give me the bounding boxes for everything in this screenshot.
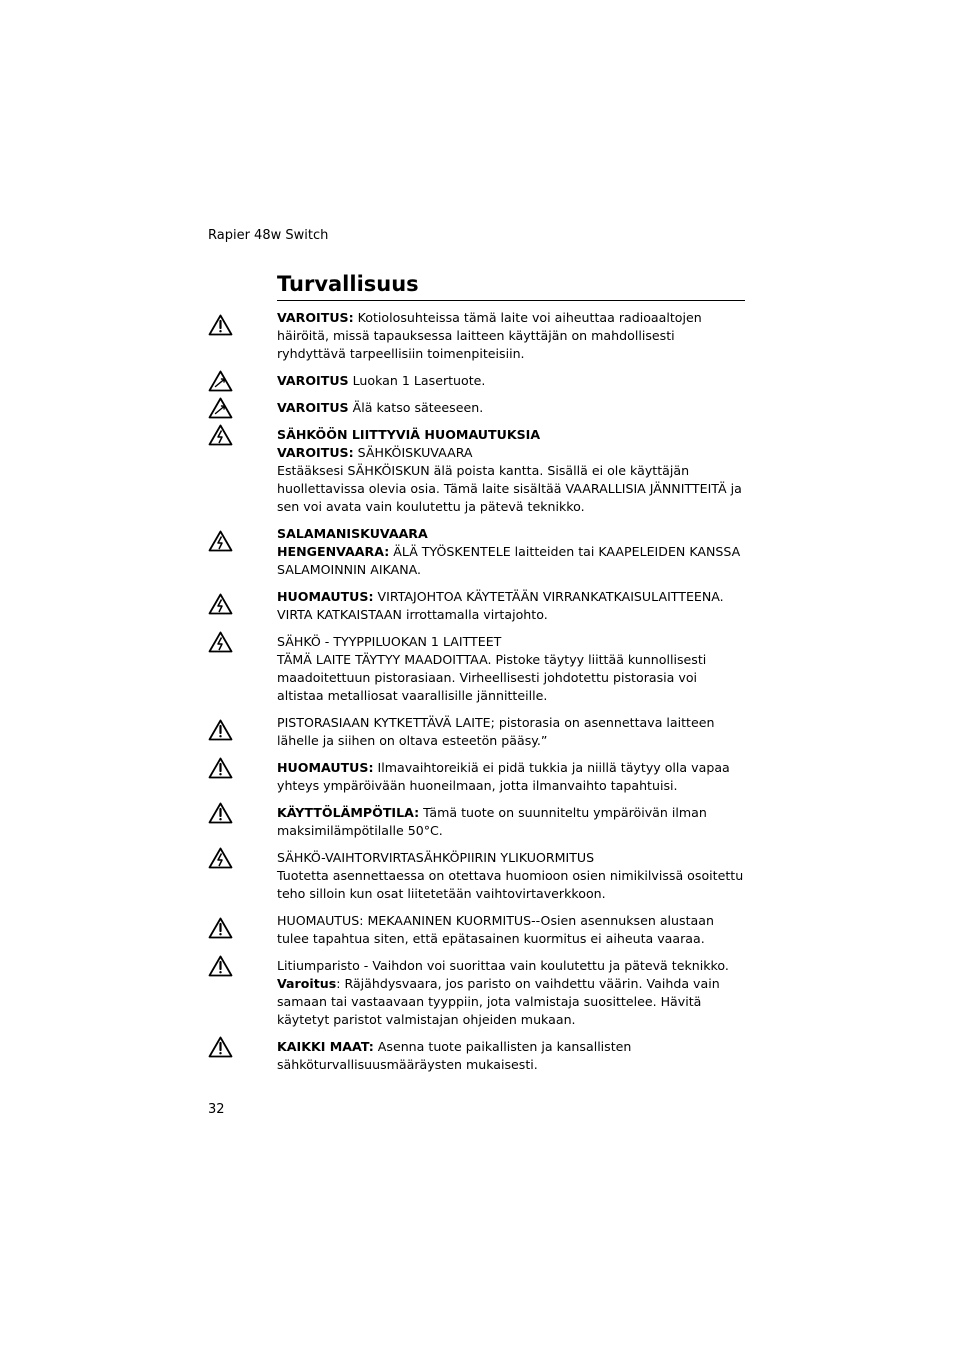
notice-body: Ilmavaihtoreikiä ei pidä tukkia ja niillä täytyy olla vapaa yhteys ympäröivään huoneilmaan, jotta ilmanvaihto tapahtuisi. <box>277 760 730 793</box>
section-title-block <box>277 270 745 301</box>
notice-text <box>277 588 745 624</box>
notice-label: VAROITUS: <box>277 310 354 325</box>
safety-notices-list <box>208 309 745 1083</box>
notice-heading: Litiumparisto - Vaihdon voi suorittaa vain koulutettu ja pätevä teknikko. <box>277 958 729 973</box>
notice-heading <box>277 426 745 444</box>
safety-notice-interference <box>208 309 745 363</box>
safety-notice-laser-beam <box>208 399 745 417</box>
safety-notice-lithium-battery <box>208 957 745 1029</box>
notice-body: Älä katso säteeseen. <box>348 400 484 415</box>
safety-notice-all-countries <box>208 1038 745 1074</box>
notice-text <box>277 759 745 795</box>
safety-notice-socket <box>208 714 745 750</box>
notice-heading: SÄHKÖ-VAIHTORVIRTASÄHKÖPIIRIN YLIKUORMITUS <box>277 850 595 865</box>
notice-label: VAROITUS: <box>277 445 354 460</box>
notice-label: VAROITUS <box>277 400 349 415</box>
safety-notice-mechanical-load <box>208 912 745 948</box>
notice-body: TÄMÄ LAITE TÄYTYY MAADOITTAA. Pistoke täytyy liittää kunnollisesti maadoitettuun pistorasiaan. Virheellisesti johdotettu pistorasia voi altistaa metalliosat vaarallisille jännitteille. <box>277 652 707 703</box>
notice-body: VIRTAJOHTOA KÄYTETÄÄN VIRRANKATKAISULAITTEENA. VIRTA KATKAISTAAN irrottamalla virtajohto. <box>277 589 724 622</box>
notice-heading-text: SÄHKÖÖN LIITTYVIÄ HUOMAUTUKSIA <box>277 427 541 442</box>
notice-body: Asenna tuote paikallisten ja kansallisten sähköturvallisuusmääräysten mukaisesti. <box>277 1039 632 1072</box>
notice-label: KÄYTTÖLÄMPÖTILA: <box>277 805 420 820</box>
notice-label: KAIKKI MAAT: <box>277 1039 374 1054</box>
running-title: Rapier 48w Switch <box>208 228 329 243</box>
notice-label: HUOMAUTUS: <box>277 760 374 775</box>
notice-label: HENGENVAARA: <box>277 544 390 559</box>
laser-warning-icon <box>208 370 233 392</box>
safety-notice-lightning <box>208 525 745 579</box>
notice-text <box>277 399 745 417</box>
warning-icon <box>208 719 233 741</box>
notice-label: HUOMAUTUS: <box>277 589 374 604</box>
warning-icon <box>208 955 233 977</box>
notice-text <box>277 372 745 390</box>
safety-notice-laser-class <box>208 372 745 390</box>
notice-body: ÄLÄ TYÖSKENTELE laitteiden tai KAAPELEIDEN KANSSA SALAMOINNIN AIKANA. <box>277 544 741 577</box>
notice-body: Luokan 1 Lasertuote. <box>348 373 486 388</box>
warning-icon <box>208 314 233 336</box>
safety-notice-power-cord <box>208 588 745 624</box>
safety-notice-class1-equipment <box>208 633 745 705</box>
notice-body: HUOMAUTUS: MEKAANINEN KUORMITUS--Osien asennuksen alustaan tulee tapahtua siten, että epätasainen kuormitus ei aiheuta vaaraa. <box>277 913 714 946</box>
safety-notice-electrical <box>208 426 745 516</box>
safety-notice-ventilation <box>208 759 745 795</box>
notice-body: Estääksesi SÄHKÖISKUN älä poista kantta. Sisällä ei ole käyttäjän huollettavissa olevia osia. Tämä laite sisältää VAARALLISIA JÄNNITTEITÄ ja sen voi avata vain koulutettu ja pätevä teknikko. <box>277 463 742 514</box>
safety-notice-circuit-overload <box>208 849 745 903</box>
warning-icon <box>208 917 233 939</box>
notice-heading <box>277 525 745 543</box>
lightning-warning-icon <box>208 847 233 869</box>
notice-label-text: SÄHKÖISKUVAARA <box>353 445 473 460</box>
notice-text <box>277 1038 745 1074</box>
safety-notice-temperature <box>208 804 745 840</box>
notice-label-line <box>277 444 745 462</box>
notice-heading: SÄHKÖ - TYYPPILUOKAN 1 LAITTEET <box>277 634 502 649</box>
page-title: Turvallisuus <box>277 272 419 296</box>
notice-text <box>277 804 745 840</box>
warning-icon <box>208 802 233 824</box>
notice-heading-text: SALAMANISKUVAARA <box>277 526 428 541</box>
lightning-warning-icon <box>208 530 233 552</box>
warning-icon <box>208 1036 233 1058</box>
notice-body: Tuotetta asennettaessa on otettava huomioon osien nimikilvissä osoitettu teho silloin kun osat liitetetään vaihtovirtaverkkoon. <box>277 868 744 901</box>
lightning-warning-icon <box>208 631 233 653</box>
notice-body: Tämä tuote on suunniteltu ympäröivän ilman maksimilämpötilalle 50°C. <box>277 805 707 838</box>
electric-shock-icon <box>208 424 233 446</box>
notice-body: Kotiolosuhteissa tämä laite voi aiheuttaa radioaaltojen häiröitä, missä tapauksessa laitteen käyttäjän on mahdollisesti ryhdyttävä tarpeellisiin toimenpiteisiin. <box>277 310 702 361</box>
notice-label: VAROITUS <box>277 373 349 388</box>
warning-icon <box>208 757 233 779</box>
notice-text <box>277 543 745 579</box>
page-number: 32 <box>208 1102 225 1117</box>
notice-body: PISTORASIAAN KYTKETTÄVÄ LAITE; pistorasia on asennettava laitteen lähelle ja siihen on oltava esteetön pääsy.” <box>277 715 715 748</box>
laser-warning-icon <box>208 397 233 419</box>
lightning-warning-icon <box>208 593 233 615</box>
notice-label: Varoitus <box>277 976 337 991</box>
notice-body: : Räjähdysvaara, jos paristo on vaihdettu väärin. Vaihda vain samaan tai vastaavaan tyyppiin, jota valmistaja suosittelee. Hävitä käytetyt paristot valmistajan ohjeiden mukaan. <box>277 976 720 1027</box>
notice-text <box>277 975 745 1029</box>
notice-text <box>277 309 745 363</box>
